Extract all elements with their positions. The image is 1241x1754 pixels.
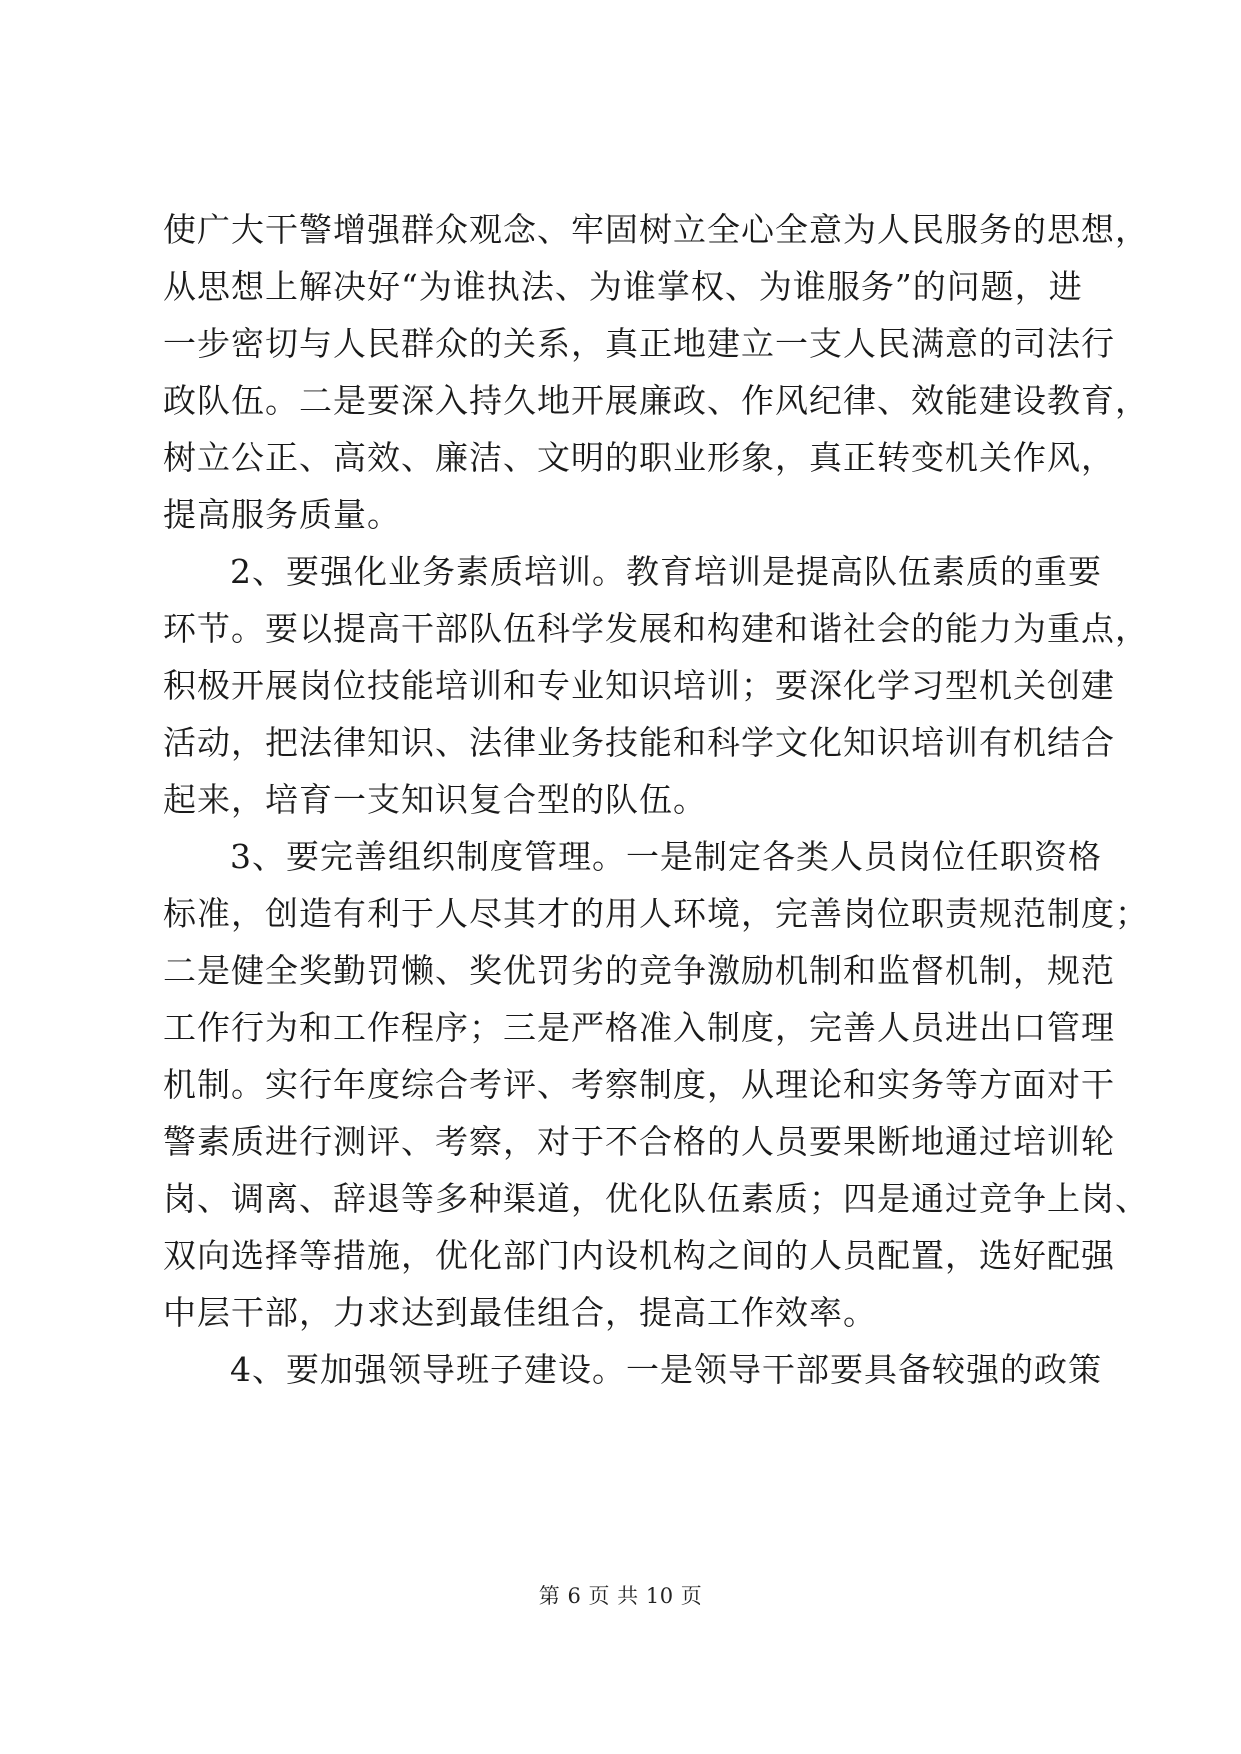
body-line: 机制。实行年度综合考评、考察制度，从理论和实务等方面对干 [163,1065,1115,1104]
body-line: 中层干部，力求达到最佳组合，提高工作效率。 [163,1293,877,1332]
body-line: 积极开展岗位技能培训和专业知识培训；要深化学习型机关创建 [163,666,1115,705]
paragraph-start-line: 3、要完善组织制度管理。一是制定各类人员岗位任职资格 [230,837,1102,876]
body-line: 一步密切与人民群众的关系，真正地建立一支人民满意的司法行 [163,324,1115,363]
body-line: 岗、调离、辞退等多种渠道，优化队伍素质；四是通过竞争上岗、 [163,1179,1149,1218]
body-line: 从思想上解决好“为谁执法、为谁掌权、为谁服务”的问题，进 [163,267,1083,306]
body-line: 警素质进行测评、考察，对于不合格的人员要果断地通过培训轮 [163,1122,1115,1161]
body-line: 标准，创造有利于人尽其才的用人环境，完善岗位职责规范制度； [163,894,1149,933]
paragraph-start-line: 4、要加强领导班子建设。一是领导干部要具备较强的政策 [230,1350,1102,1389]
body-line: 政队伍。二是要深入持久地开展廉政、作风纪律、效能建设教育， [163,381,1149,420]
body-line: 起来，培育一支知识复合型的队伍。 [163,780,707,819]
body-line: 活动，把法律知识、法律业务技能和科学文化知识培训有机结合 [163,723,1115,762]
paragraph-start-line: 2、要强化业务素质培训。教育培训是提高队伍素质的重要 [230,552,1102,591]
body-line: 提高服务质量。 [163,495,401,534]
body-line: 树立公正、高效、廉洁、文明的职业形象，真正转变机关作风， [163,438,1115,477]
body-line: 使广大干警增强群众观念、牢固树立全心全意为人民服务的思想， [163,210,1149,249]
body-line: 二是健全奖勤罚懒、奖优罚劣的竞争激励机制和监督机制，规范 [163,951,1115,990]
page-number-footer: 第 6 页 共 10 页 [538,1584,703,1608]
body-line: 双向选择等措施，优化部门内设机构之间的人员配置，选好配强 [163,1236,1115,1275]
body-line: 工作行为和工作程序；三是严格准入制度，完善人员进出口管理 [163,1008,1115,1047]
body-line: 环节。要以提高干部队伍科学发展和构建和谐社会的能力为重点， [163,609,1149,648]
